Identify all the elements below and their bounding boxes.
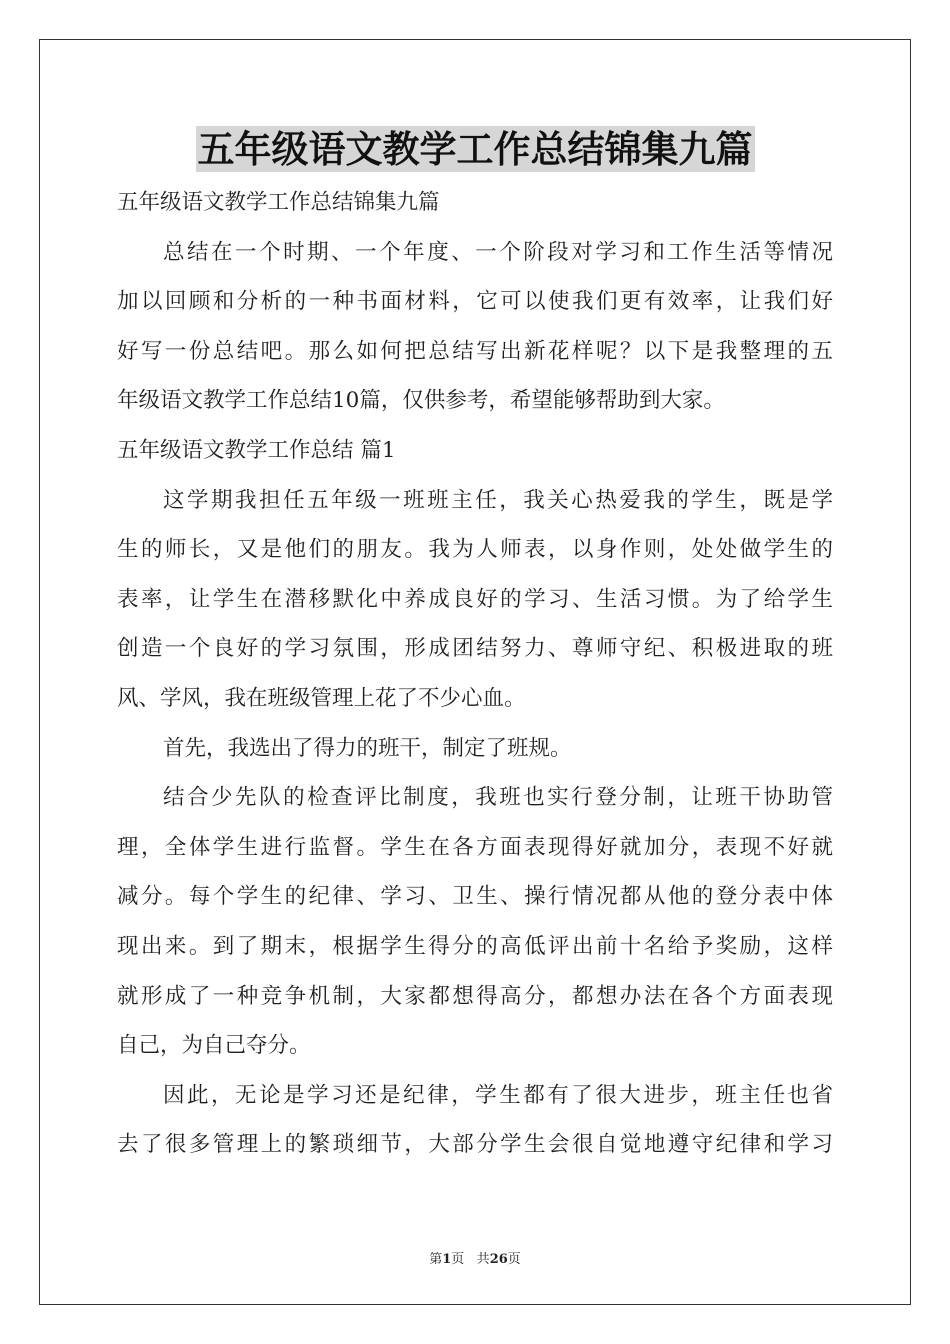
text-line: 加以回顾和分析的一种书面材料，它可以使我们更有效率，让我们好 xyxy=(117,289,833,315)
text-line: 因此，无论是学习还是纪律，学生都有了很大进步，班主任也省 xyxy=(163,1082,833,1108)
text-line: 现出来。到了期末，根据学生得分的高低评出前十名给予奖励，这样 xyxy=(117,933,833,959)
page-label-prefix: 第 xyxy=(429,1252,443,1267)
total-label-suffix: 页 xyxy=(507,1252,521,1267)
text-line: 创造一个良好的学习氛围，形成团结努力、尊师守纪、积极进取的班 xyxy=(117,636,833,662)
text-line: 这学期我担任五年级一班班主任，我关心热爱我的学生，既是学 xyxy=(163,487,833,513)
text-line: 风、学风，我在班级管理上花了不少心血。 xyxy=(117,685,526,711)
text-line: 减分。每个学生的纪律、学习、卫生、操行情况都从他的登分表中体 xyxy=(117,884,833,910)
text-line: 年级语文教学工作总结10篇，仅供参考，希望能够帮助到大家。 xyxy=(117,388,725,414)
text-line: 生的师长，又是他们的朋友。我为人师表，以身作则，处处做学生的 xyxy=(117,537,833,563)
text-line: 结合少先队的检查评比制度，我班也实行登分制，让班干协助管 xyxy=(163,785,833,811)
page-footer xyxy=(0,1248,950,1267)
text-line: 就形成了一种竞争机制，大家都想得高分，都想办法在各个方面表现 xyxy=(117,983,833,1009)
text-line: 去了很多管理上的繁琐细节，大部分学生会很自觉地遵守纪律和学习 xyxy=(117,1132,833,1158)
text-line: 总结在一个时期、一个年度、一个阶段对学习和工作生活等情况 xyxy=(163,239,833,265)
document-title: 五年级语文教学工作总结锦集九篇 xyxy=(197,127,753,171)
total-label-prefix: 共 xyxy=(476,1252,490,1267)
document-body xyxy=(117,178,833,1170)
total-pages: 26 xyxy=(489,1252,508,1267)
text-line: 自己，为自己夺分。 xyxy=(117,1033,311,1059)
text-line: 理，全体学生进行监督。学生在各方面表现得好就加分，表现不好就 xyxy=(117,834,833,860)
page-number: 1 xyxy=(442,1252,452,1267)
text-line: 好写一份总结吧。那么如何把总结写出新花样呢？以下是我整理的五 xyxy=(117,338,833,364)
text-line: 首先，我选出了得力的班干，制定了班规。 xyxy=(163,735,572,761)
page-label-suffix: 页 xyxy=(451,1252,465,1267)
text-line: 五年级语文教学工作总结 篇1 xyxy=(117,437,396,463)
title-wrap xyxy=(0,126,950,172)
text-line: 五年级语文教学工作总结锦集九篇 xyxy=(117,190,440,215)
text-line: 表率，让学生在潜移默化中养成良好的学习、生活习惯。为了给学生 xyxy=(117,586,833,612)
